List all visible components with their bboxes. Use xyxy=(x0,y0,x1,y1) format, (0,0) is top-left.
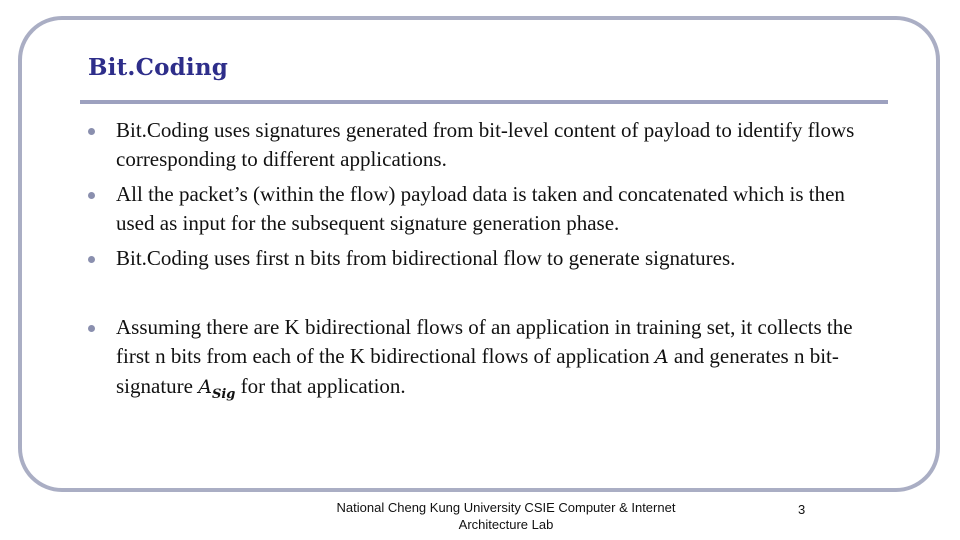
bullet-dot-icon xyxy=(88,256,95,263)
math-variable-a: A xyxy=(654,346,669,368)
page-number: 3 xyxy=(798,502,806,517)
bullet-text: Bit.Coding uses first n bits from bidirectional flow to generate signatures. xyxy=(116,246,736,270)
bullet-text: Bit.Coding uses signatures generated from bit-level content of payload to identify flows corresponding to different applications. xyxy=(116,118,855,171)
bullet-dot-icon xyxy=(88,128,95,135)
slide-title: Bit.Coding xyxy=(88,54,229,81)
bullet-dot-icon xyxy=(88,325,95,332)
bullet-dot-icon xyxy=(88,192,95,199)
math-asig-subscript: Sig xyxy=(211,386,236,402)
bullet-text: All the packet’s (within the flow) payload data is taken and concatenated which is then used as input for the subsequent signature generation phase. xyxy=(116,182,845,235)
math-variable-asig xyxy=(198,376,236,402)
bullet-item xyxy=(86,244,886,273)
bullet-list xyxy=(86,116,886,409)
math-asig-base: A xyxy=(198,376,212,398)
bullet-item xyxy=(86,180,886,238)
bullet-text-part: Assuming there are K bidirectional flows of an application in training set, it collects the first n bits from each of the K bidirectional flows of application xyxy=(116,315,853,368)
bullet-text-part: and generates n bit-signature xyxy=(116,344,839,398)
title-underline xyxy=(80,100,888,104)
bullet-text-part: for that application. xyxy=(235,374,406,398)
footer-text: National Cheng Kung University CSIE Computer & Internet Architecture Lab xyxy=(336,500,676,532)
bullet-item xyxy=(86,313,886,409)
bullet-item xyxy=(86,116,886,174)
